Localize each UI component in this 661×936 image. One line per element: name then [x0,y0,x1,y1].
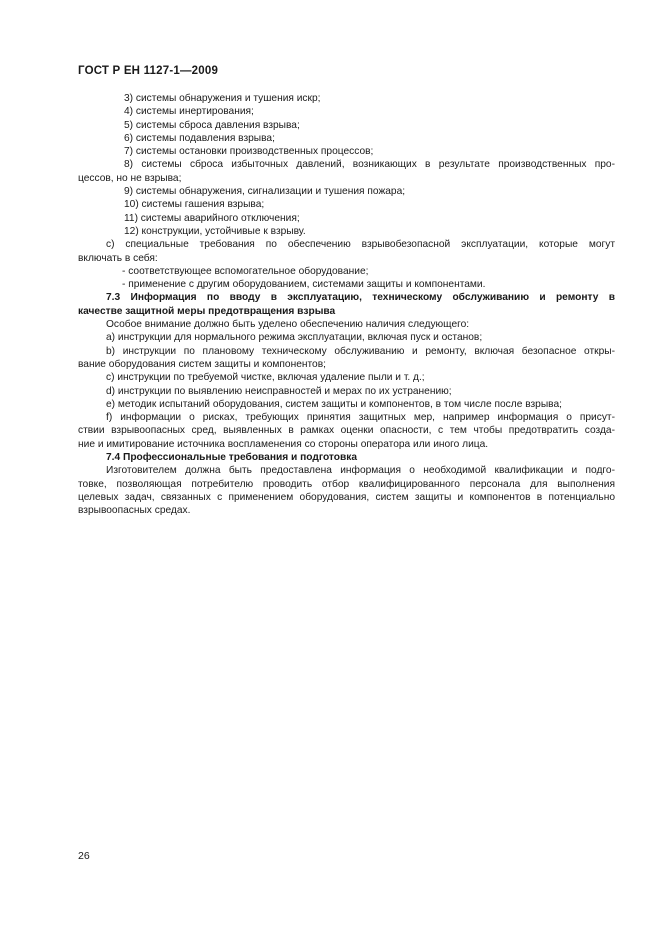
section-heading: 7.4 Профессиональные требования и подготовка [106,452,358,464]
list-item: 6) системы подавления взрыва; [124,132,275,144]
list-item: c) специальные требования по обеспечению взрывобезопасной эксплуатации, которые могут [106,239,615,251]
list-item: d) инструкции по выявлению неисправностей и мерах по их устранению; [106,385,452,397]
list-item-continuation: включать в себя: [78,252,158,264]
list-item: 9) системы обнаружения, сигнализации и тушения пожара; [124,186,406,198]
document-body [78,92,615,518]
list-item: 4) системы инертирования; [124,106,254,118]
list-item-continuation: цессов, но не взрыва; [78,172,182,184]
list-item-continuation: ствии взрывоопасных сред, выявленных в рамках оценки опасности, с тем чтобы предотвратить созда- [78,425,615,437]
list-item: f) информации о рисках, требующих принятия защитных мер, например информация о присут- [106,412,615,424]
list-item: a) инструкции для нормального режима эксплуатации, включая пуск и останов; [106,332,483,344]
section-heading-continuation: качестве защитной меры предотвращения взрыва [78,305,336,317]
list-item: 12) конструкции, устойчивые к взрыву. [124,225,306,237]
paragraph-continuation: товке, позволяющая потребителю проводить отбор квалифицированного персонала для выполнения [78,478,615,490]
paragraph: Изготовителем должна быть предоставлена информация о необходимой квалификации и подго- [106,465,615,477]
list-item: 3) системы обнаружения и тушения искр; [124,93,321,104]
list-item-continuation: вание оборудования систем защиты и компонентов; [78,358,326,370]
list-item: 7) системы остановки производственных процессов; [124,146,374,158]
list-item-continuation: ние и имитирование источника воспламенения со стороны оператора или иного лица. [78,438,489,450]
bullet-item: - применение с другим оборудованием, системами защиты и компонентами. [122,279,486,291]
list-item: c) инструкции по требуемой чистке, включая удаление пыли и т. д.; [106,372,425,384]
list-item: e) методик испытаний оборудования, систем защиты и компонентов, в том числе после взрыва; [106,398,562,410]
list-item: 10) системы гашения взрыва; [124,199,265,211]
paragraph-continuation: взрывоопасных средах. [78,505,191,517]
list-item: 5) системы сброса давления взрыва; [124,119,300,131]
paragraph: Особое внимание должно быть уделено обеспечению наличия следующего: [106,319,470,331]
document-header: ГОСТ Р ЕН 1127-1—2009 [78,65,219,77]
list-item: b) инструкции по плановому техническому обслуживанию и ремонту, включая безопасное откры- [106,345,615,357]
section-heading: 7.3 Информация по вводу в эксплуатацию, техническому обслуживанию и ремонту в [106,292,615,304]
paragraph-continuation: целевых задач, связанных с применением оборудования, систем защиты и компонентов в потенциально [78,491,615,503]
list-item: 11) системы аварийного отключения; [124,212,300,224]
bullet-item: - соответствующее вспомогательное оборудование; [122,265,369,277]
page-number: 26 [78,850,90,862]
list-item: 8) системы сброса избыточных давлений, возникающих в результате производственных про- [124,159,615,171]
